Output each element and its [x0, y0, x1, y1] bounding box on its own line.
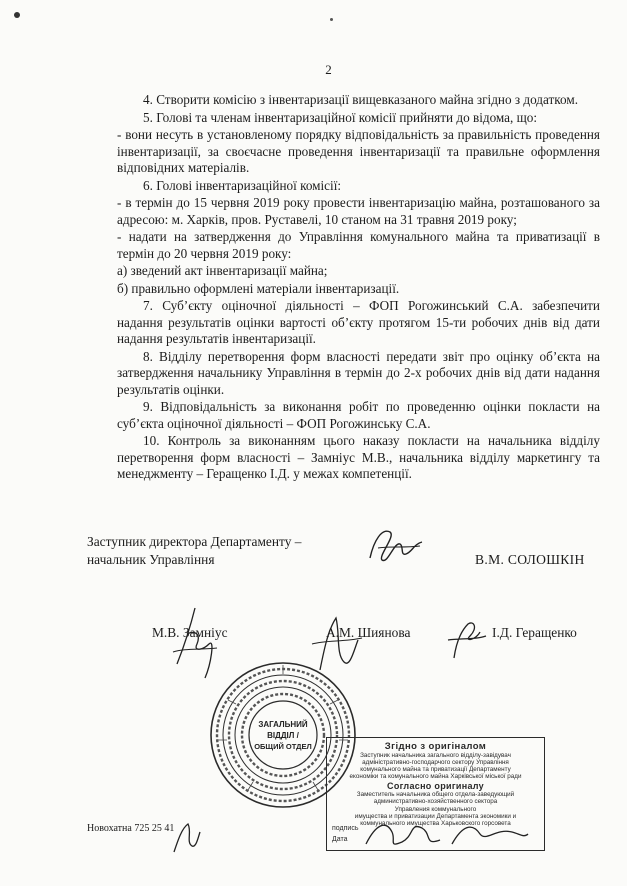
order-item: 4. Створити комісію з інвентаризації вищевказаного майна згідно з додатком.: [143, 92, 578, 107]
order-item: б) правильно оформлені матеріали інвентаризації.: [117, 280, 400, 296]
stamp-line: коммунального имущества Харьковского горсовета: [360, 819, 511, 827]
stamp-field-label: подпись: [332, 825, 359, 832]
order-item: 6. Голові інвентаризаційної комісії:: [143, 177, 342, 193]
stamp-line: административно-хозяйственного сектора: [373, 798, 498, 806]
executor-signature: [168, 818, 204, 858]
signatory-role-line: Заступник директора Департаменту –: [87, 534, 302, 549]
stamp-line: Управления коммунального: [394, 805, 477, 813]
scan-dot: [330, 18, 333, 21]
stamp-fields: [332, 823, 358, 845]
stamp-title: Согласно оригиналу: [387, 781, 484, 792]
order-item: 7. Суб’єкту оціночної діяльності – ФОП Рогожинський С.А. забезпечити надання результатів оцінки вартості об’єкту протягом 15-ти робочих днів від дати надання результатів інвентаризації.: [117, 298, 600, 347]
stamp-line: економіки та комунального майна Харківської міської ради: [349, 773, 522, 781]
stamp-line: имущества и приватизации Департамента экономики и: [354, 812, 517, 820]
scan-dot: [14, 12, 20, 18]
stamp-field-label: Дата: [332, 836, 348, 843]
stamp-line: комунального майна та приватизації Департаменту: [360, 766, 511, 774]
order-item: - в термін до 15 червня 2019 року провести інвентаризацію майна, розташованого за адресою: м. Харків, пров. Руставелі, 10 станом на 31 травня 2019 року;: [117, 195, 600, 227]
signatory-role: [87, 533, 301, 569]
stamp-text: ОБЩИЙ ОТДЕЛ: [254, 742, 312, 751]
director-signature: [360, 522, 430, 572]
order-item: 10. Контроль за виконанням цього наказу покласти на начальника відділу перетворення форм власності – Замніус М.В., начальника відділу маркетингу та менеджменту – Геращенко І.Д. у межах компетенції.: [117, 433, 600, 481]
stamp-line: Заступник начальника загального відділу-завідувач: [360, 752, 511, 759]
executor-phone: Новохатна 725 25 41: [87, 823, 175, 834]
stamp-title: Згідно з оригіналом: [384, 741, 487, 752]
page-number: 2: [325, 62, 332, 77]
approver-signature: [440, 614, 490, 664]
approver-name: М.В. Замніус: [152, 625, 228, 640]
stamp-text: ЗАГАЛЬНИЙ: [258, 720, 308, 729]
order-item: 5. Голові та членам інвентаризаційної комісії прийняти до відома, що:: [143, 109, 538, 125]
approver-name: І.Д. Геращенко: [492, 625, 577, 640]
signatory-role-line: начальник Управління: [87, 552, 215, 567]
stamp-signature: [362, 814, 532, 854]
order-item: 9. Відповідальність за виконання робіт по проведенню оцінки покласти на суб’єкта оціночної діяльності – ФОП Рогожинську С.А.: [117, 399, 600, 431]
approver-name: А.М. Шиянова: [326, 625, 411, 640]
stamp-text: ВІДДІЛ /: [267, 731, 299, 740]
signatory-name: В.М. СОЛОШКІН: [475, 552, 585, 567]
stamp-line: Заместитель начальника общего отдела-заведующий: [356, 791, 515, 799]
order-item: а) зведений акт інвентаризації майна;: [117, 263, 328, 279]
order-item: - надати на затвердження до Управління комунального майна та приватизації в термін до 20 червня 2019 року:: [117, 229, 600, 261]
order-item: 8. Відділу перетворення форм власності передати звіт про оцінку об’єкта на затвердження начальнику Управління в термін до 2-х робочих днів від дати надання результатів оцінки.: [117, 348, 600, 397]
order-item: - вони несуть в установленому порядку відповідальність за правильність проведення інвентаризації, за своєчасне проведення інвентаризації та правильне оформлення відповідних матеріалів.: [117, 127, 600, 175]
order-body: [117, 92, 600, 484]
stamp-line: адміністративно-господарчого сектору Управління: [362, 759, 509, 767]
